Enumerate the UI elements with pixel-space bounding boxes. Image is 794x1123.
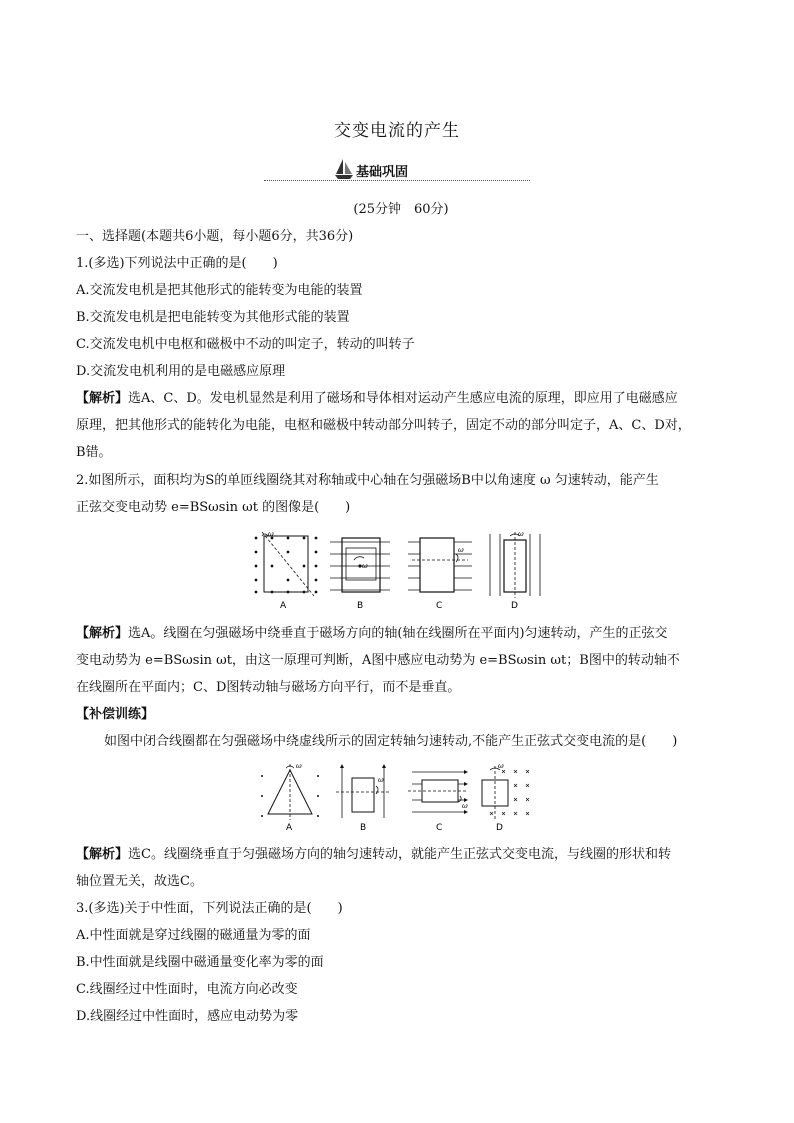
section-label: 基础巩固 xyxy=(356,165,409,180)
q2-label-a: A xyxy=(280,601,287,611)
q2-omega-b: ω xyxy=(362,562,368,570)
q1-analysis-line-2: 原理，把其他形式的能转化为电能，电枢和磁极中转动部分叫转子，固定不动的部分叫定子，A、C、D对， xyxy=(76,418,691,433)
q2-stem-line-1: 2.如图所示，面积均为S的单匝线圈绕其对称轴或中心轴在匀强磁场B中以角速度 ω 匀速转动，能产生 xyxy=(76,473,659,488)
q1-analysis-line-3: B错。 xyxy=(76,445,112,460)
supplement-figure xyxy=(258,762,538,834)
page-title: 交变电流的产生 xyxy=(334,121,460,141)
q3-option-c: C.线圈经过中性面时，电流方向必改变 xyxy=(76,982,298,997)
q2-omega-a: ω xyxy=(268,530,274,538)
q1-option-d: D.交流发电机利用的是电磁感应原理 xyxy=(76,364,286,379)
q2-analysis-line-1: 【解析】选A。线圈在匀强磁场中绕垂直于磁场方向的轴(轴在线圈所在平面内)匀速转动，产生的正弦交 xyxy=(76,626,668,641)
q2-analysis-line-3: 在线圈所在平面内；C、D图转动轴与磁场方向平行，而不是垂直。 xyxy=(76,680,461,695)
analysis-tag: 【解析】 xyxy=(76,391,129,406)
supp-label-d: D xyxy=(496,823,503,833)
supplement-stem: 如图中闭合线圈都在匀强磁场中绕虚线所示的固定转轴匀速转动,不能产生正弦式交变电流的是( ) xyxy=(104,734,678,749)
time-note: (25分钟 60分) xyxy=(353,202,449,217)
q1-stem: 1.(多选)下列说法中正确的是( ) xyxy=(76,256,278,271)
supp-diagram-c xyxy=(408,770,468,833)
sailboat-icon xyxy=(334,158,354,180)
supplement-diagrams xyxy=(258,762,538,834)
q2-omega-d: ω xyxy=(518,530,524,538)
q3-option-d: D.线圈经过中性面时，感应电动势为零 xyxy=(76,1009,299,1024)
supplement-analysis-line-2: 轴位置无关，故选C。 xyxy=(76,874,203,889)
q2-label-c: C xyxy=(436,601,443,611)
supp-label-c: C xyxy=(436,823,443,833)
supp-label-a: A xyxy=(286,823,293,833)
supp-label-b: B xyxy=(360,823,367,833)
q2-stem-line-2: 正弦交变电动势 e=BSωsin ωt 的图像是( ) xyxy=(76,500,351,515)
analysis-tag: 【解析】 xyxy=(76,847,129,862)
q2-diagram-a xyxy=(255,530,318,611)
q2-diagrams xyxy=(248,530,548,612)
part-heading: 一、选择题(本题共6小题，每小题6分，共36分) xyxy=(76,229,354,244)
q2-diagram-d xyxy=(490,530,540,611)
q2-analysis-line-2: 变电动势为 e=BSωsin ωt，由这一原理可判断，A图中感应电动势为 e=BSωsin ωt；B图中的转动轴不 xyxy=(76,653,680,668)
analysis-tag: 【解析】 xyxy=(76,626,129,641)
q2-label-d: D xyxy=(511,601,518,611)
supp-omega-b: ω xyxy=(378,776,384,784)
q2-figure xyxy=(248,530,548,612)
supp-diagram-b xyxy=(336,764,390,833)
supplement-analysis-line-1: 【解析】选C。线圈绕垂直于匀强磁场方向的轴匀速转动，就能产生正弦式交变电流，与线圈的形状和转 xyxy=(76,847,671,862)
q3-stem: 3.(多选)关于中性面，下列说法正确的是( ) xyxy=(76,901,343,916)
q1-option-c: C.交流发电机中电枢和磁极中不动的叫定子，转动的叫转子 xyxy=(76,337,415,352)
supp-omega-a: ω xyxy=(296,762,302,770)
section-header xyxy=(264,158,530,184)
q1-analysis-line-1: 【解析】选A、C、D。发电机显然是利用了磁场和导体相对运动产生感应电流的原理，即应用了电磁感应 xyxy=(76,391,678,406)
supp-omega-c: ω xyxy=(462,802,468,810)
q3-option-b: B.中性面就是线圈中磁通量变化率为零的面 xyxy=(76,955,324,970)
q2-omega-c: ω xyxy=(458,546,464,554)
q2-diagram-c xyxy=(408,538,472,611)
q1-option-b: B.交流发电机是把电能转变为其他形式能的装置 xyxy=(76,310,350,325)
supp-diagram-a xyxy=(261,762,319,833)
q3-option-a: A.中性面就是穿过线圈的磁通量为零的面 xyxy=(76,928,311,943)
supp-diagram-d xyxy=(482,762,529,833)
q1-option-a: A.交流发电机是把其他形式的能转变为电能的装置 xyxy=(76,283,363,298)
supp-omega-d: ω xyxy=(498,762,504,770)
dotted-divider xyxy=(264,180,530,181)
q2-diagram-b xyxy=(330,538,390,611)
q2-label-b: B xyxy=(357,601,364,611)
supplement-tag: 【补偿训练】 xyxy=(76,707,155,722)
